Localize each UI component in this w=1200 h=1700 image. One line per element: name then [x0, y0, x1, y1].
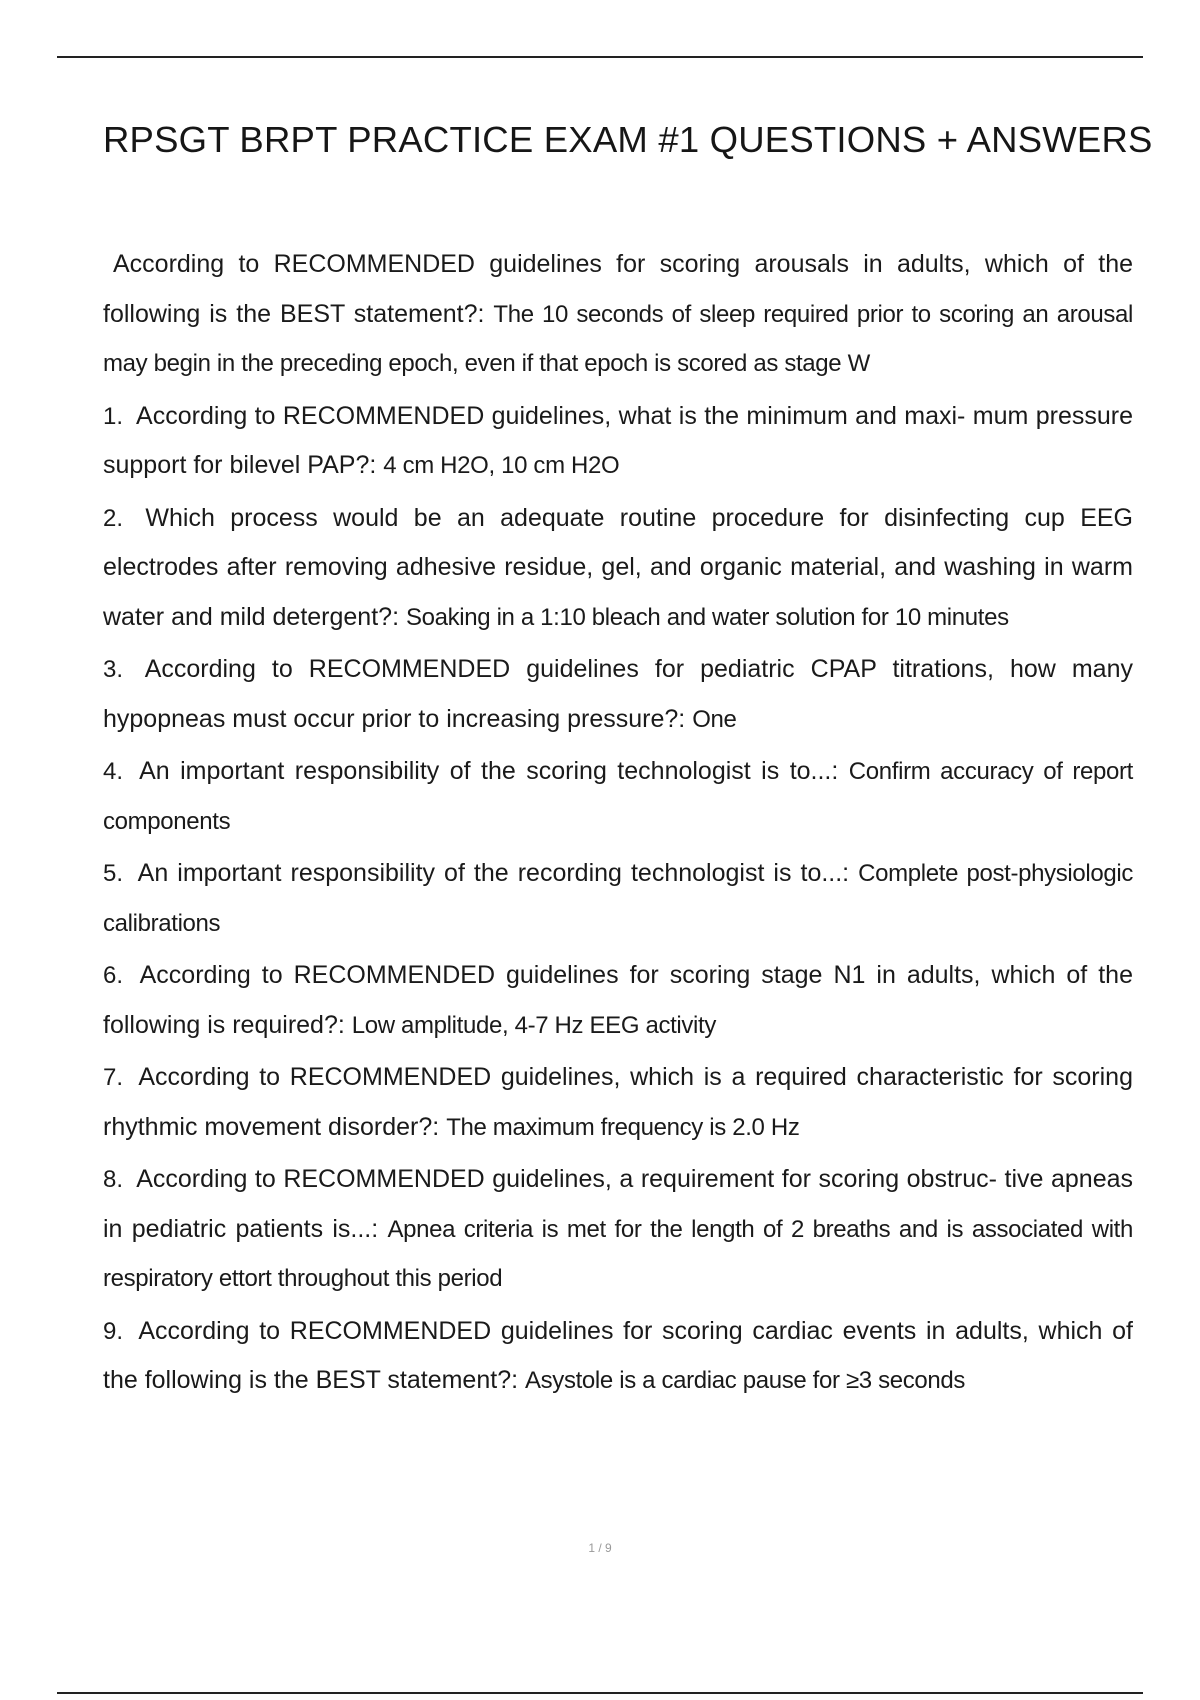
question-number: 4. — [103, 758, 124, 785]
page-title: RPSGT BRPT PRACTICE EXAM #1 QUESTIONS + ANSWERS — [103, 119, 1153, 160]
question-text: According to RECOMMENDED guidelines for scoring arousals in adults, which of the following is the BEST statement?: — [103, 250, 1133, 328]
answer-text: Low amplitude, 4-7 Hz EEG activity — [351, 1011, 716, 1039]
question-number: 6. — [103, 962, 124, 989]
answer-text: Asystole is a cardiac pause for ≥3 seconds — [525, 1367, 966, 1394]
question-text: According to RECOMMENDED guidelines for scoring cardiac events in adults, which of the following is the BEST statement?: — [103, 1316, 1133, 1394]
question-item — [103, 849, 1133, 948]
question-text: According to RECOMMENDED guidelines for scoring stage N1 in adults, which of the following is required?: — [103, 961, 1133, 1039]
question-text: According to RECOMMENDED guidelines, a requirement for scoring obstruc- tive apneas in pediatric patients is...: — [103, 1165, 1133, 1243]
question-item — [103, 951, 1133, 1050]
question-number: 5. — [103, 860, 124, 887]
bottom-divider — [57, 1692, 1143, 1694]
answer-text: Confirm accuracy of report components — [103, 758, 1133, 835]
answer-text: The 10 seconds of sleep required prior to scoring an arousal may begin in the preceding epoch, even if that epoch is scored as stage W — [103, 300, 1133, 377]
answer-text: The maximum frequency is 2.0 Hz — [446, 1113, 800, 1141]
question-text: According to RECOMMENDED guidelines, what is the minimum and maxi- mum pressure support for bilevel PAP?: — [103, 401, 1133, 479]
question-item — [103, 1155, 1133, 1304]
question-number: 2. — [103, 504, 124, 532]
top-divider — [57, 56, 1143, 58]
question-number: 3. — [103, 656, 124, 683]
question-text: An important responsibility of the recording technologist is to...: — [137, 859, 850, 887]
answer-text: Apnea criteria is met for the length of 2 breaths and is associated with respiratory ettort throughout this period — [103, 1215, 1133, 1292]
question-text: According to RECOMMENDED guidelines for pediatric CPAP titrations, how many hypopneas must occur prior to increasing pressure?: — [103, 655, 1133, 733]
answer-text: 4 cm H2O, 10 cm H2O — [383, 452, 620, 479]
page-number: 1 / 9 — [588, 1541, 612, 1555]
question-text: Which process would be an adequate routine procedure for disinfecting cup EEG electrodes after removing adhesive residue, gel, and organic material, and washing in warm water and mild detergent?: — [103, 503, 1133, 631]
question-item — [103, 392, 1133, 491]
answer-text: One — [692, 705, 737, 733]
question-text: According to RECOMMENDED guidelines, which is a required characteristic for scoring rhythmic movement disorder?: — [103, 1063, 1133, 1141]
question-item — [103, 240, 1133, 389]
question-item — [103, 494, 1133, 643]
question-item — [103, 645, 1133, 744]
answer-text: Soaking in a 1:10 bleach and water solution for 10 minutes — [405, 603, 1009, 631]
question-number: 8. — [103, 1166, 124, 1193]
question-item — [103, 1053, 1133, 1152]
question-text: An important responsibility of the scoring technologist is to...: — [139, 757, 839, 785]
question-list — [103, 240, 1133, 1409]
question-item — [103, 1307, 1133, 1406]
question-item — [103, 747, 1133, 846]
question-number: 1. — [103, 402, 124, 430]
question-number: 9. — [103, 1317, 124, 1345]
answer-text: Complete post-physiologic calibrations — [103, 860, 1133, 937]
question-number: 7. — [103, 1064, 124, 1091]
